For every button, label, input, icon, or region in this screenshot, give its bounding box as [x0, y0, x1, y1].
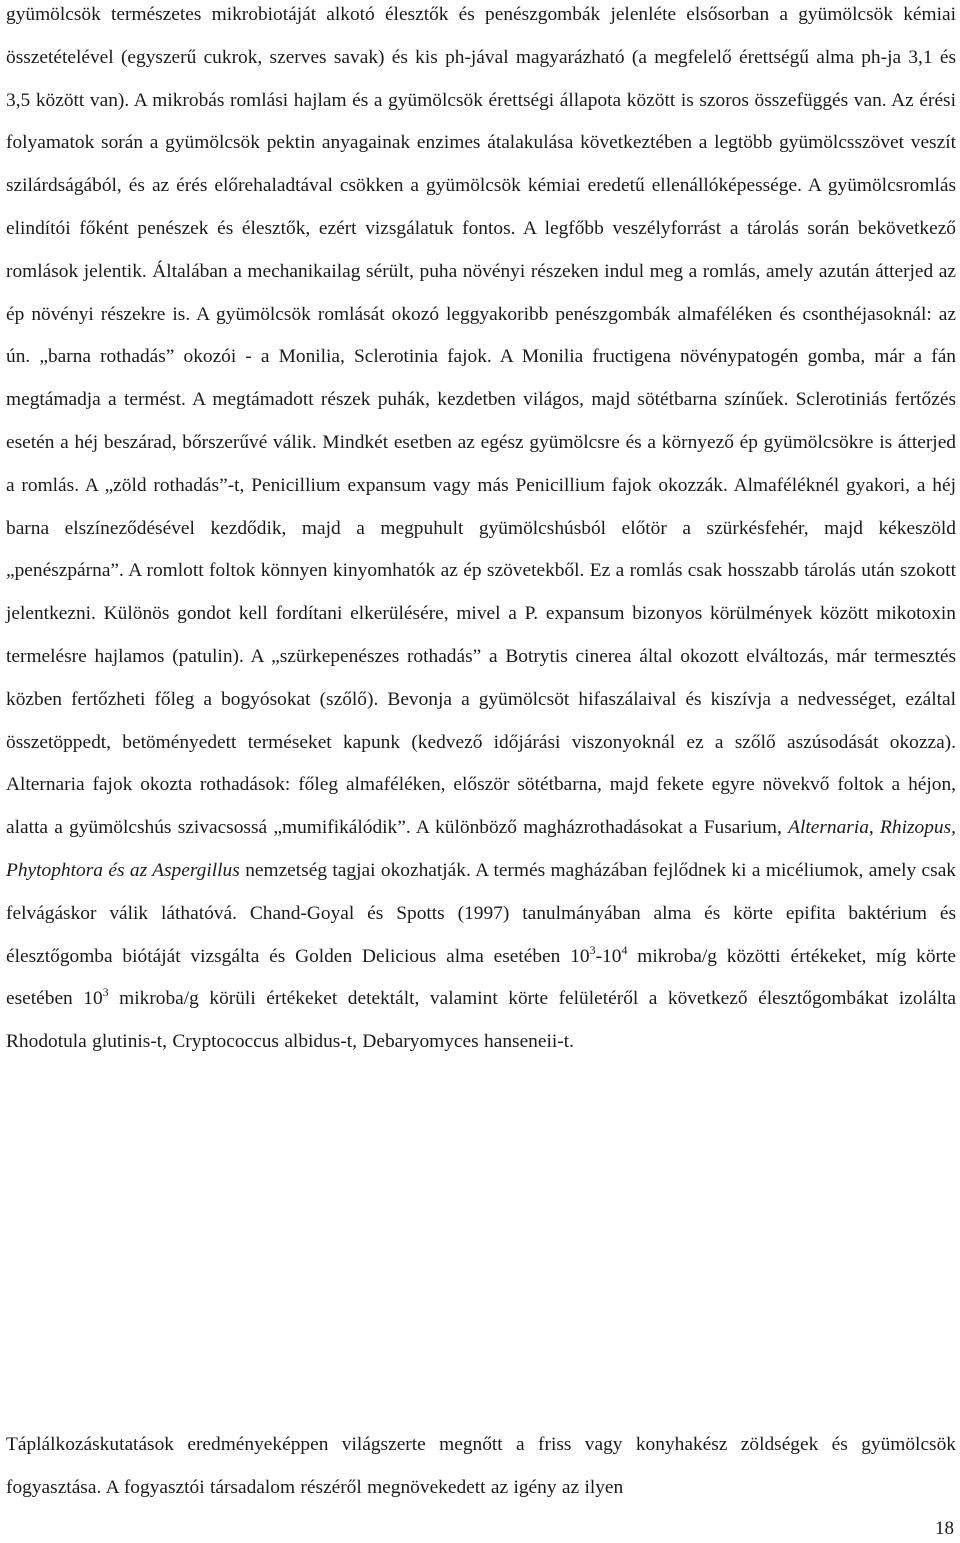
page-number: 18 [935, 1518, 954, 1539]
paragraph-text: mikroba/g közötti értékeket, míg körte esetében 10 [6, 945, 956, 1010]
superscript: 3 [102, 985, 109, 1000]
superscript: 4 [621, 942, 628, 957]
superscript: 3 [589, 942, 596, 957]
body-paragraph-1 [6, 0, 956, 1064]
paragraph-text: nemzetség tagjai okozhatják. A termés magházában fejlődnek ki a micéliumok, amely csak felvágáskor válik láthatóvá. Chand-Goyal és Spotts (1997) tanulmányában alma és körte epifita baktérium és élesztőgomba biótáját vizsgálta és Golden Delicious alma esetében 10 [6, 859, 956, 967]
paragraph-text: gyümölcsök természetes mikrobiotáját alkotó élesztők és penészgombák jelenléte elsősorban a gyümölcsök kémiai összetételével (egyszerű cukrok, szerves savak) és kis ph-jával magyarázható (a megfelelő érettségű alma ph-ja 3,1 és 3,5 között van). A mikrobás romlási hajlam és a gyümölcsök érettségi állapota között is szoros összefüggés van. Az érési folyamatok során a gyümölcsök pektin anyagainak enzimes átalakulása következtében a legtöbb gyümölcsszövet veszít szilárdságából, és az érés előrehaladtával csökken a gyümölcsök kémiai eredetű ellenállóképessége. A gyümölcsromlás elindítói főként penészek és élesztők, ezért vizsgálatuk fontos. A legfőbb veszélyforrást a tárolás során bekövetkező romlások jelentik. Általában a mechanikailag sérült, puha növényi részeken indul meg a romlás, amely azután átterjed az ép növényi részekre is. A gyümölcsök romlását okozó leggyakoribb penészgombák almaféléken és csonthéjasoknál: az ún. „barna rothadás” okozói - a Monilia, Sclerotinia fajok. A Monilia fructigena növénypatogén gomba, már a fán megtámadja a termést. A megtámadott részek puhák, kezdetben világos, majd sötétbarna színűek. Sclerotiniás fertőzés esetén a héj beszárad, bőrszerűvé válik. Mindkét esetben az egész gyümölcsre és a környező ép gyümölcsökre is átterjed a romlás. A „zöld rothadás”-t, Penicillium expansum vagy más Penicillium fajok okozzák. Almaféléknél gyakori, a héj barna elszíneződésével kezdődik, majd a megpuhult gyümölcshúsból előtör a szürkésfehér, majd kékeszöld „penészpárna”. A romlott foltok könnyen kinyomhatók az ép szövetekből. Ez a romlás csak hosszabb tárolás után szokott jelentkezni. Különös gondot kell fordítani elkerülésére, mivel a P. expansum bizonyos körülmények között mikotoxin termelésre hajlamos (patulin). A „szürkepenészes rothadás” a Botrytis cinerea által okozott elváltozás, már termesztés közben fertőzheti főleg a bogyósokat (szőlő). Bevonja a gyümölcsöt hifaszálaival és kiszívja a nedvességet, ezáltal összetöppedt, betöményedett terméseket kapunk (kedvező időjárási viszonyoknál ez a szőlő aszúsodását okozza). Alternaria fajok okozta rothadások: főleg almaféléken, először sötétbarna, majd fekete egyre növekvő foltok a héjon, alatta a gyümölcshús szivacsossá „mumifikálódik”. A különböző magházrothadásokat a Fusarium, [6, 4, 956, 839]
paragraph-text: -10 [595, 945, 622, 967]
document-page [6, 0, 956, 1543]
italic-genera: Alternaria, Rhizopus, Phytophtora és az Aspergillus [6, 817, 956, 881]
paragraph-text: mikroba/g körüli értékeket detektált, valamint körte felületéről a következő élesztőgombákat izolálta Rhodotula glutinis-t, Cryptococcus albidus-t, Debaryomyces hanseneii-t. [6, 988, 956, 1053]
body-paragraph-2: Táplálkozáskutatások eredményeképpen világszerte megnőtt a friss vagy konyhakész zöldségek és gyümölcsök fogyasztása. A fogyasztói társadalom részéről megnövekedett az igény az ilyen [6, 1434, 956, 1498]
